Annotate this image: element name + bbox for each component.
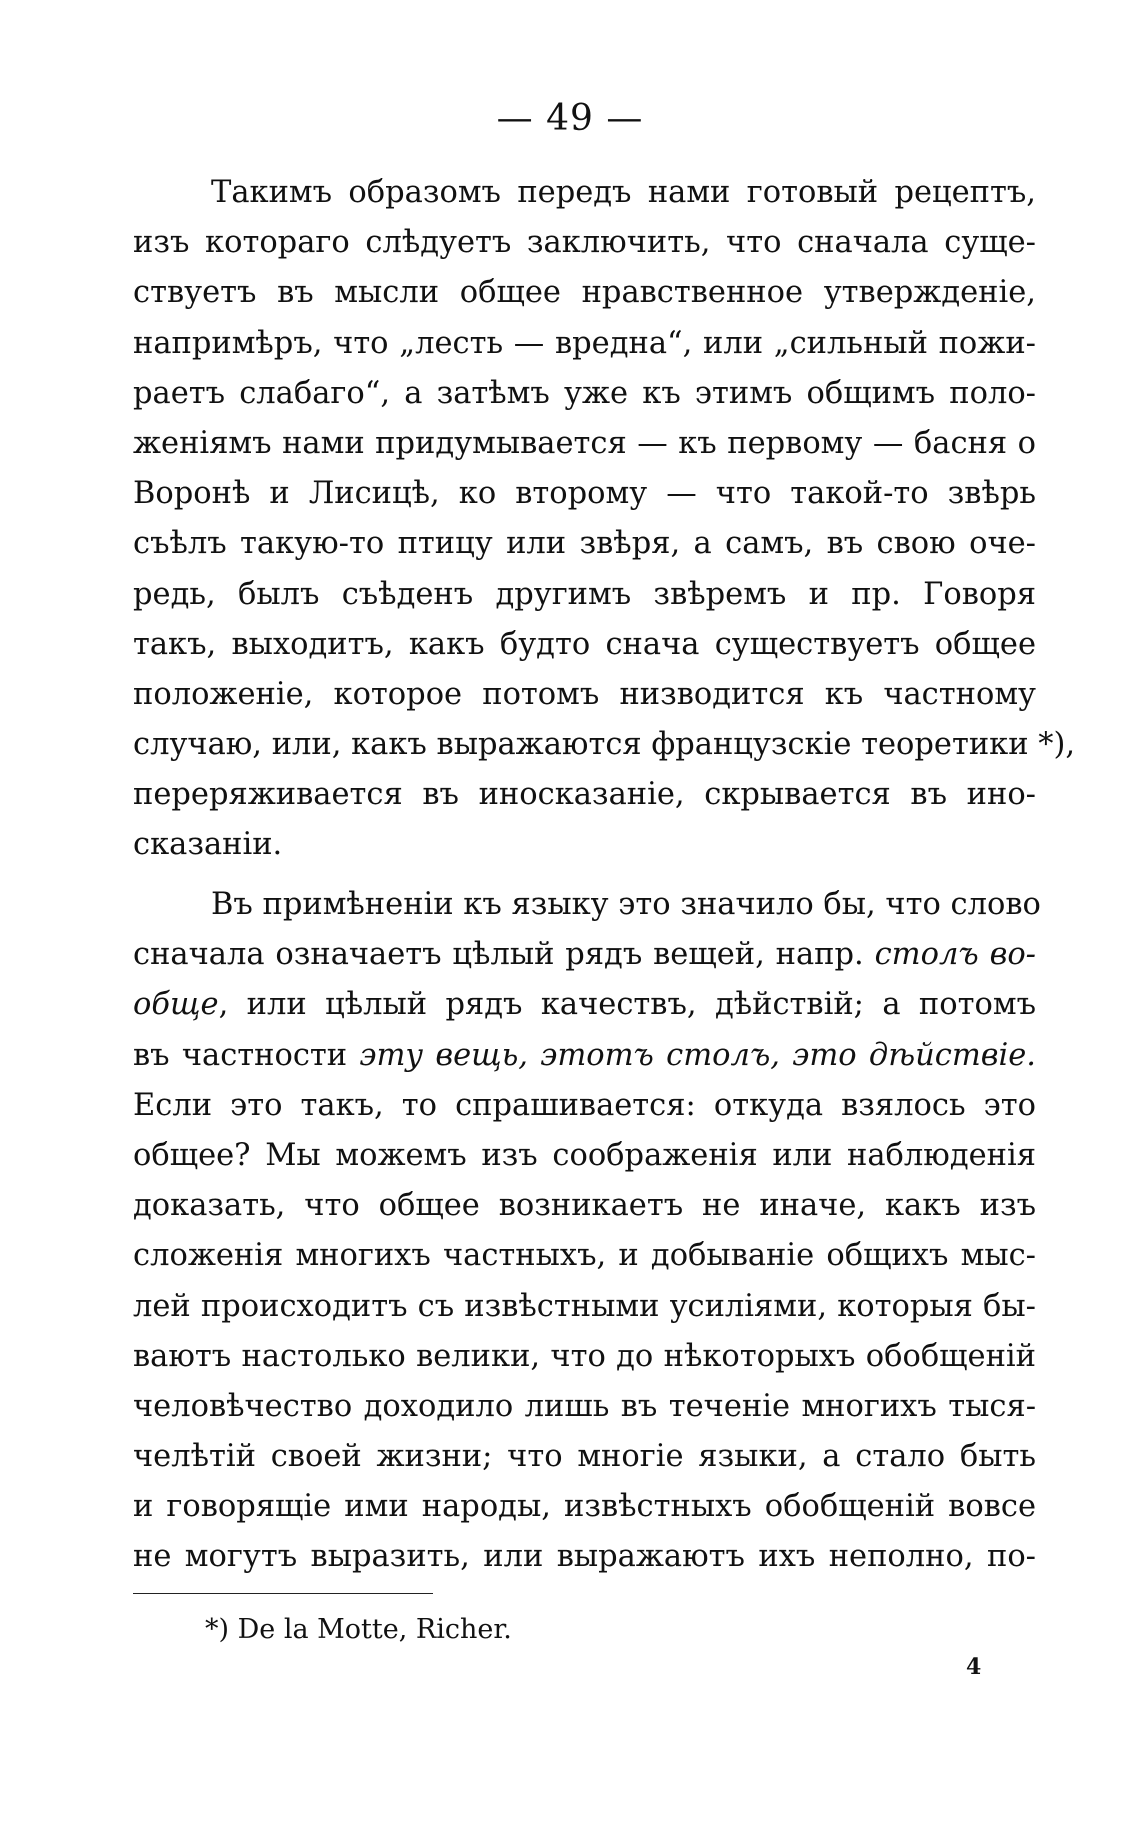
text-line: женіямъ нами придумывается — къ первому — басня о bbox=[133, 425, 1036, 461]
page-number: — 49 — bbox=[496, 98, 644, 139]
text-line: лей происходитъ съ извѣстными усиліями, которыя бы- bbox=[133, 1288, 1036, 1324]
text-line: Въ примѣненіи къ языку это значило бы, что слово bbox=[211, 887, 1041, 922]
text-line: такъ, выходитъ, какъ будто снача существуетъ общее bbox=[133, 626, 1036, 662]
text-line: челѣтій своей жизни; что многіе языки, а стало быть bbox=[133, 1439, 1036, 1475]
italic-term: обще bbox=[133, 987, 219, 1023]
text-line: изъ котораго слѣдуетъ заключить, что сначала суще- bbox=[133, 225, 1036, 261]
text-line: ствуетъ въ мысли общее нравственное утвержденіе, bbox=[133, 275, 1036, 311]
text-line: Такимъ образомъ передъ нами готовый рецептъ, bbox=[211, 175, 1036, 210]
footnote: *) De la Motte, Richer. bbox=[205, 1614, 512, 1645]
text-line bbox=[133, 980, 1036, 1030]
text-line: сказаніи. bbox=[133, 827, 283, 863]
text-line: сложенія многихъ частныхъ, и добываніе общихъ мыс- bbox=[133, 1238, 1036, 1274]
text-line: съѣлъ такую-то птицу или звѣря, а самъ, въ свою оче- bbox=[133, 526, 1036, 562]
paragraph-2 bbox=[133, 880, 1041, 1583]
text-line bbox=[133, 1031, 1036, 1081]
italic-term: столъ во- bbox=[874, 937, 1036, 973]
text-line: напримѣръ, что „лесть — вредна“, или „сильный пожи- bbox=[133, 325, 1036, 361]
text-line: человѣчество доходило лишь въ теченіе многихъ тыся- bbox=[133, 1388, 1036, 1424]
text-line: положеніе, которое потомъ низводится къ частному bbox=[133, 676, 1036, 712]
text-line bbox=[133, 930, 1036, 980]
text-line: раетъ слабаго“, а затѣмъ уже къ этимъ общимъ поло- bbox=[133, 375, 1036, 411]
text-line: случаю, или, какъ выражаются французскіе теоретики *), bbox=[133, 727, 1076, 763]
signature-mark: 4 bbox=[966, 1654, 982, 1680]
text-segment: въ частности bbox=[133, 1037, 360, 1073]
text-segment: , или цѣлый рядъ качествъ, дѣйствій; а потомъ bbox=[218, 987, 1036, 1023]
paragraph-1 bbox=[133, 168, 1076, 871]
text-line: редь, былъ съѣденъ другимъ звѣремъ и пр. Говоря bbox=[133, 576, 1036, 612]
italic-term: эту вещь, этотъ столъ, это дѣйствіе. bbox=[359, 1037, 1037, 1073]
text-segment: сначала означаетъ цѣлый рядъ вещей, напр. bbox=[133, 937, 875, 973]
text-line: не могутъ выразить, или выражаютъ ихъ неполно, по- bbox=[133, 1539, 1036, 1575]
footnote-divider bbox=[133, 1593, 433, 1594]
text-line: и говорящіе ими народы, извѣстныхъ обобщеній вовсе bbox=[133, 1489, 1036, 1525]
text-line: доказать, что общее возникаетъ не иначе, какъ изъ bbox=[133, 1188, 1036, 1224]
text-line: Воронѣ и Лисицѣ, ко второму — что такой-то звѣрь bbox=[133, 476, 1036, 512]
text-line: ваютъ настолько велики, что до нѣкоторыхъ обобщеній bbox=[133, 1338, 1036, 1374]
text-line: Если это такъ, то спрашивается: откуда взялось это bbox=[133, 1087, 1036, 1123]
text-line: переряживается въ иносказаніе, скрывается въ ино- bbox=[133, 777, 1036, 813]
text-line: общее? Мы можемъ изъ соображенія или наблюденія bbox=[133, 1137, 1036, 1173]
